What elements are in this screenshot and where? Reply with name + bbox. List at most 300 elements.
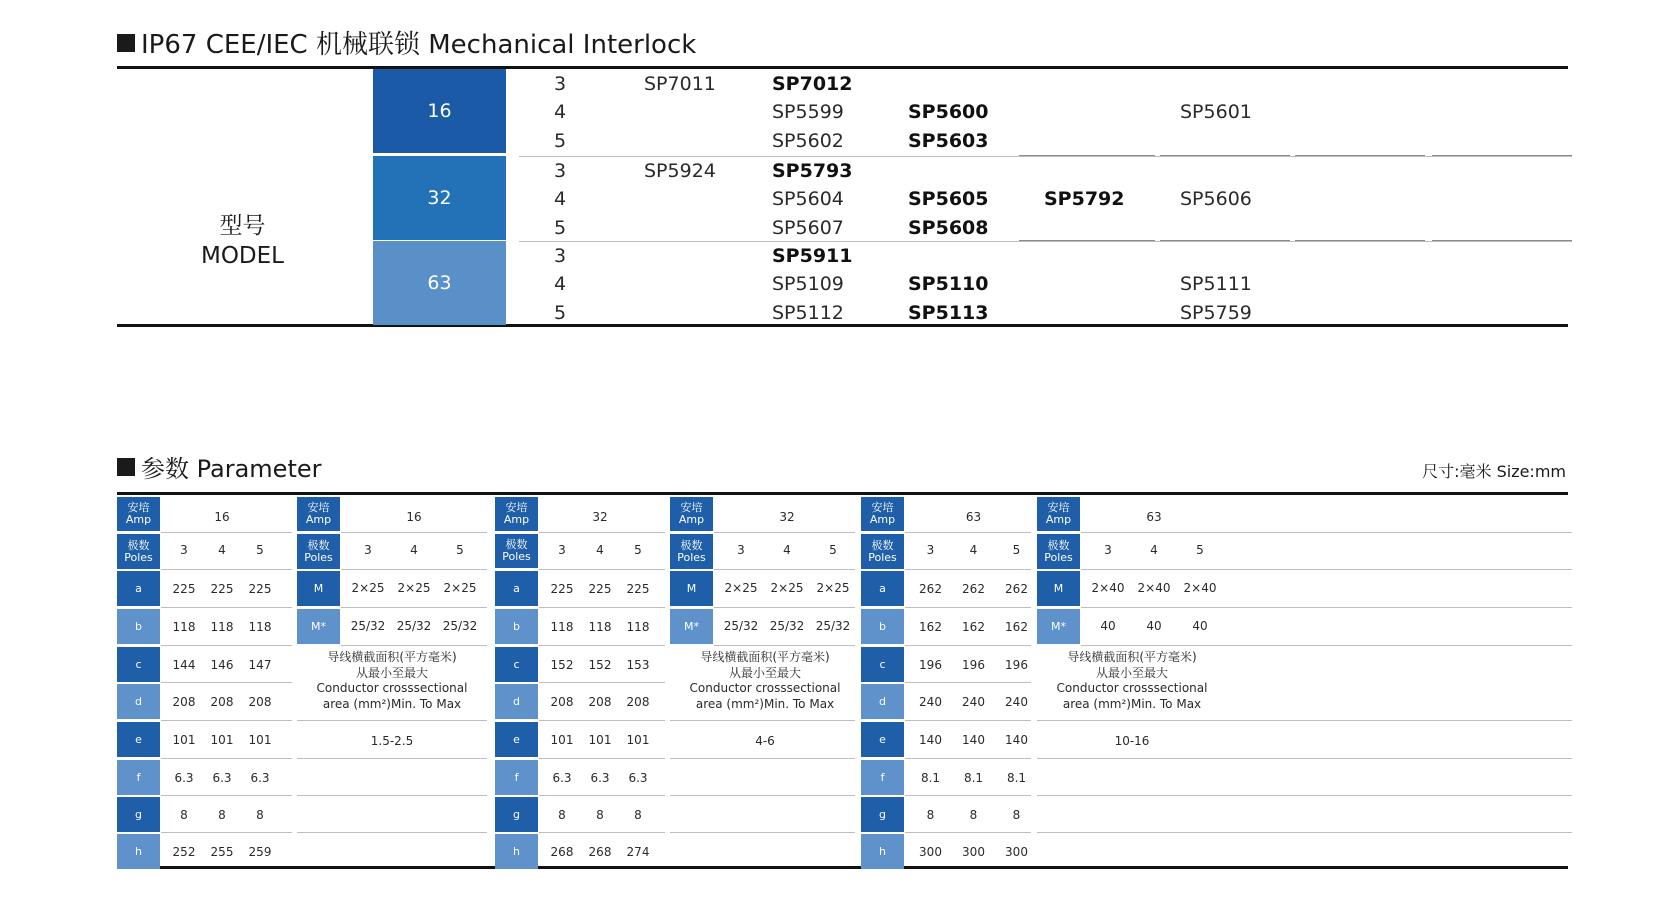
m-row-rule — [1037, 832, 1081, 833]
m-row-rule — [1081, 532, 1572, 533]
m-row-rule — [297, 720, 341, 721]
m-row-rule — [1081, 758, 1572, 759]
model-code: SP5111 — [1180, 273, 1252, 296]
dim-row-rule — [161, 532, 292, 533]
dim-value: 101 — [248, 733, 272, 747]
model-label-cn: 型号 — [219, 213, 266, 239]
cross-section-range: 1.5-2.5 — [370, 734, 414, 748]
label-cn: 极数 — [127, 538, 150, 552]
dim-value: 208 — [626, 695, 650, 709]
mechanical-top-rule — [117, 66, 1568, 69]
dim-value: 208 — [550, 695, 574, 709]
dim-value: 196 — [962, 658, 985, 672]
m-row-rule — [714, 569, 855, 570]
m-value: 2×25 — [770, 581, 804, 595]
label-en: Poles — [1044, 550, 1073, 564]
m-poles-value: 4 — [410, 543, 418, 557]
mstar-value: 25/32 — [442, 619, 478, 633]
model-code: SP5109 — [772, 273, 844, 296]
m-amp-header-cell — [297, 497, 340, 531]
dim-value: 225 — [172, 582, 196, 596]
dim-value: 8 — [256, 808, 264, 822]
dim-value: 196 — [1005, 658, 1028, 672]
dim-row-rule — [539, 682, 665, 683]
m-label-cell: M — [1037, 571, 1080, 606]
dim-row-rule — [905, 720, 1031, 721]
dim-label-h: h — [861, 834, 904, 869]
m-row-rule — [670, 795, 714, 796]
m-poles-value: 5 — [456, 543, 464, 557]
column-rule — [1432, 240, 1572, 241]
dim-value: 118 — [588, 620, 612, 634]
label-en: Amp — [1045, 513, 1072, 526]
m-poles-value: 3 — [1104, 543, 1112, 557]
dim-value: 118 — [248, 620, 272, 634]
m-value: 2×25 — [816, 581, 850, 595]
poles-value: 4 — [218, 543, 226, 557]
amp-cell-32: 32 — [373, 156, 506, 240]
dim-value: 162 — [962, 620, 985, 634]
amp-cell-63: 63 — [373, 241, 506, 325]
poles-value: 4 — [554, 188, 567, 211]
mechanical-title-text: IP67 CEE/IEC 机械联锁 Mechanical Interlock — [141, 30, 697, 60]
dim-row-rule — [161, 758, 292, 759]
dim-value: 8 — [969, 808, 978, 822]
poles-value: 4 — [596, 543, 604, 557]
cross-section-range: 10-16 — [1114, 734, 1150, 748]
m-amp-value: 32 — [779, 510, 795, 524]
m-row-rule — [341, 607, 487, 608]
dim-value: 6.3 — [212, 771, 232, 785]
dim-value: 6.3 — [590, 771, 610, 785]
poles-header-cell — [861, 534, 904, 569]
model-label — [175, 211, 310, 271]
dim-value: 240 — [919, 695, 942, 709]
dim-label-e: e — [117, 722, 160, 757]
note-line: 从最小至最大 — [728, 665, 801, 680]
label-en: Poles — [502, 550, 531, 563]
dim-label-f: f — [495, 760, 538, 795]
label-en: Amp — [305, 513, 332, 526]
label-cn: 安培 — [505, 501, 528, 514]
dim-row-rule — [539, 645, 665, 646]
m-row-rule — [341, 645, 487, 646]
m-row-rule — [670, 832, 714, 833]
m-poles-value: 5 — [829, 543, 837, 557]
dim-value: 140 — [919, 733, 942, 747]
dim-value: 240 — [1005, 695, 1028, 709]
model-code: SP5110 — [908, 273, 989, 296]
m-poles-value: 4 — [1150, 543, 1158, 557]
m-row-rule — [714, 795, 855, 796]
dim-value: 225 — [248, 582, 272, 596]
model-code: SP5601 — [1180, 101, 1252, 124]
parameter-top-rule — [117, 492, 1568, 495]
poles-value: 5 — [256, 543, 264, 557]
note-line: Conductor crosssectional — [316, 681, 468, 695]
m-row-rule — [1081, 832, 1572, 833]
m-row-rule — [670, 720, 714, 721]
amp-header-cell — [861, 497, 904, 531]
note-line: area (mm²)Min. To Max — [322, 696, 462, 711]
model-code: SP5602 — [772, 129, 844, 152]
m-row-rule — [1081, 795, 1572, 796]
dim-row-rule — [161, 607, 292, 608]
poles-value: 3 — [554, 73, 567, 95]
dim-value: 268 — [550, 845, 574, 859]
m-row-rule — [297, 832, 341, 833]
column-rule — [1295, 240, 1425, 241]
m-poles-header-cell — [1037, 534, 1080, 569]
dim-row-rule — [905, 758, 1031, 759]
conductor-note — [297, 650, 487, 712]
dim-value: 144 — [172, 658, 196, 672]
parameter-bottom-rule — [117, 866, 1568, 869]
dim-row-rule — [539, 758, 665, 759]
m-value: 2×40 — [1091, 581, 1125, 595]
label-en: Amp — [678, 513, 705, 526]
dim-row-rule — [905, 569, 1031, 570]
label-en: Poles — [677, 550, 706, 564]
mstar-value: 40 — [1146, 619, 1162, 633]
mechanical-bottom-rule — [117, 324, 1568, 327]
model-code: SP5924 — [644, 160, 716, 182]
m-row-rule — [714, 532, 855, 533]
dim-label-c: c — [117, 647, 160, 682]
m-poles-value: 3 — [364, 543, 372, 557]
model-code: SP5608 — [908, 216, 989, 239]
m-row-rule — [1037, 795, 1081, 796]
m-row-rule — [714, 645, 855, 646]
conductor-note — [670, 650, 860, 712]
dim-value: 225 — [210, 582, 234, 596]
dim-label-d: d — [495, 684, 538, 719]
m-poles-value: 4 — [783, 543, 791, 557]
dim-label-d: d — [117, 684, 160, 719]
m-amp-header-cell — [1037, 497, 1080, 531]
label-cn: 安培 — [1047, 501, 1070, 514]
dim-value: 252 — [172, 845, 196, 859]
m-poles-header-cell — [297, 534, 340, 569]
m-row-rule — [1081, 720, 1572, 721]
dim-label-f: f — [861, 760, 904, 795]
dim-value: 8 — [180, 808, 188, 822]
dim-value: 6.3 — [628, 771, 648, 785]
square-bullet-icon — [117, 458, 135, 476]
label-cn: 安培 — [307, 501, 330, 514]
dim-value: 101 — [626, 733, 650, 747]
dim-value: 300 — [1005, 845, 1028, 859]
dim-row-rule — [539, 795, 665, 796]
m-row-rule — [341, 532, 487, 533]
m-value: 2×25 — [397, 581, 431, 595]
m-row-rule — [297, 795, 341, 796]
model-code: SP5759 — [1180, 301, 1252, 324]
note-line: 导线横截面积(平方毫米) — [700, 650, 830, 664]
poles-value: 5 — [1012, 543, 1021, 557]
mstar-value: 25/32 — [723, 619, 759, 633]
poles-value: 3 — [926, 543, 935, 557]
dim-value: 152 — [588, 658, 612, 672]
label-cn: 极数 — [1047, 538, 1070, 552]
parameter-title-text: 参数 Parameter — [141, 455, 322, 483]
dim-value: 8 — [926, 808, 935, 822]
dim-value: 101 — [588, 733, 612, 747]
dim-label-a: a — [861, 571, 904, 606]
m-row-rule — [714, 758, 855, 759]
mstar-label-cell: M* — [1037, 609, 1080, 644]
m-label-cell: M — [297, 571, 340, 606]
amp-value: 16 — [214, 510, 230, 524]
poles-value: 5 — [554, 301, 567, 324]
poles-value: 3 — [180, 543, 188, 557]
note-line: 从最小至最大 — [1095, 665, 1168, 680]
dim-value: 208 — [588, 695, 612, 709]
m-row-rule — [341, 795, 487, 796]
model-code: SP5605 — [908, 188, 989, 211]
group-separator — [519, 241, 1572, 242]
label-cn: 极数 — [505, 538, 528, 551]
dim-value: 6.3 — [552, 771, 572, 785]
m-poles-value: 5 — [1196, 543, 1204, 557]
dim-row-rule — [161, 645, 292, 646]
mstar-label-cell: M* — [670, 609, 713, 644]
dim-value: 146 — [210, 658, 234, 672]
dim-value: 6.3 — [250, 771, 270, 785]
poles-value: 5 — [554, 129, 567, 152]
model-code: SP5112 — [772, 301, 844, 324]
dim-label-h: h — [495, 834, 538, 869]
dim-value: 274 — [626, 845, 650, 859]
column-rule — [1019, 155, 1155, 156]
dim-value: 152 — [550, 658, 574, 672]
dim-value: 225 — [588, 582, 612, 596]
dim-value: 118 — [626, 620, 650, 634]
mstar-value: 25/32 — [769, 619, 805, 633]
model-code: SP5792 — [1044, 188, 1125, 211]
label-cn: 安培 — [680, 501, 703, 514]
model-label-en: MODEL — [200, 243, 284, 269]
dim-value: 208 — [210, 695, 234, 709]
m-row-rule — [670, 758, 714, 759]
dim-value: 8 — [558, 808, 566, 822]
amp-value: 63 — [965, 510, 982, 524]
mstar-value: 25/32 — [815, 619, 851, 633]
m-row-rule — [714, 832, 855, 833]
dim-row-rule — [539, 720, 665, 721]
dim-value: 8 — [1012, 808, 1021, 822]
mstar-value: 25/32 — [396, 619, 432, 633]
dim-value: 8 — [596, 808, 604, 822]
label-cn: 极数 — [871, 538, 894, 552]
poles-header-cell — [117, 534, 160, 569]
note-line: 导线横截面积(平方毫米) — [327, 650, 457, 664]
dim-label-b: b — [861, 609, 904, 644]
poles-value: 5 — [634, 543, 642, 557]
dim-label-g: g — [117, 797, 160, 832]
dim-value: 140 — [1005, 733, 1028, 747]
dim-value: 262 — [1005, 582, 1028, 596]
dim-value: 162 — [919, 620, 942, 634]
dim-value: 101 — [172, 733, 196, 747]
dim-label-h: h — [117, 834, 160, 869]
m-row-rule — [1037, 720, 1081, 721]
conductor-note — [1037, 650, 1227, 712]
dim-row-rule — [161, 720, 292, 721]
size-unit-note: 尺寸:毫米 Size:mm — [1422, 462, 1566, 481]
dim-row-rule — [905, 795, 1031, 796]
note-line: area (mm²)Min. To Max — [695, 696, 835, 711]
square-bullet-icon — [117, 34, 135, 52]
note-line: Conductor crosssectional — [1056, 681, 1208, 695]
dim-row-rule — [905, 532, 1031, 533]
dim-label-b: b — [117, 609, 160, 644]
dim-value: 140 — [962, 733, 985, 747]
m-row-rule — [1037, 758, 1081, 759]
m-poles-header-cell — [670, 534, 713, 569]
dim-value: 162 — [1005, 620, 1028, 634]
dim-value: 118 — [172, 620, 196, 634]
dim-row-rule — [905, 682, 1031, 683]
m-row-rule — [1081, 569, 1572, 570]
label-en: Amp — [869, 513, 896, 526]
dim-value: 262 — [919, 582, 942, 596]
dim-value: 300 — [962, 845, 985, 859]
m-amp-value: 63 — [1146, 510, 1162, 524]
poles-value: 5 — [554, 216, 567, 239]
model-code: SP5911 — [772, 245, 853, 267]
dim-label-c: c — [495, 647, 538, 682]
dim-row-rule — [161, 569, 292, 570]
dim-row-rule — [539, 607, 665, 608]
model-code: SP5793 — [772, 160, 853, 182]
mstar-value: 40 — [1192, 619, 1208, 633]
dim-value: 259 — [248, 845, 272, 859]
dim-value: 6.3 — [174, 771, 194, 785]
poles-value: 4 — [554, 273, 567, 296]
dim-row-rule — [905, 832, 1031, 833]
cross-section-range: 4-6 — [755, 734, 775, 748]
dim-label-g: g — [495, 797, 538, 832]
poles-header-cell — [495, 534, 538, 568]
m-value: 2×25 — [443, 581, 477, 595]
amp-header-cell — [495, 497, 538, 531]
dim-value: 208 — [172, 695, 196, 709]
m-row-rule — [714, 607, 855, 608]
dim-value: 262 — [962, 582, 985, 596]
m-label-cell: M — [670, 571, 713, 606]
m-row-rule — [1081, 645, 1572, 646]
mstar-value: 40 — [1100, 619, 1116, 633]
model-code: SP7012 — [772, 73, 853, 95]
mstar-label-cell: M* — [297, 609, 340, 644]
dim-label-b: b — [495, 609, 538, 644]
m-row-rule — [341, 758, 487, 759]
label-en: Amp — [503, 513, 530, 526]
dim-value: 101 — [210, 733, 234, 747]
amp-header-cell — [117, 497, 160, 531]
dim-value: 240 — [962, 695, 985, 709]
dim-value: 8.1 — [920, 771, 941, 785]
m-row-rule — [1081, 607, 1572, 608]
dim-label-f: f — [117, 760, 160, 795]
note-line: 导线横截面积(平方毫米) — [1067, 650, 1197, 664]
column-rule — [1160, 240, 1290, 241]
dim-value: 118 — [210, 620, 234, 634]
parameter-section-title — [117, 449, 322, 484]
model-code: SP5606 — [1180, 188, 1252, 211]
dim-value: 225 — [550, 582, 574, 596]
dim-row-rule — [539, 569, 665, 570]
dim-row-rule — [539, 832, 665, 833]
mechanical-section-title — [117, 24, 696, 61]
dim-row-rule — [539, 532, 665, 533]
m-value: 2×25 — [351, 581, 385, 595]
model-code: SP5599 — [772, 101, 844, 124]
mstar-value: 25/32 — [350, 619, 386, 633]
poles-value: 3 — [554, 245, 567, 267]
note-line: area (mm²)Min. To Max — [1062, 696, 1202, 711]
m-row-rule — [341, 569, 487, 570]
dim-value: 153 — [626, 658, 650, 672]
dim-value: 101 — [550, 733, 574, 747]
dim-value: 147 — [248, 658, 272, 672]
note-line: Conductor crosssectional — [689, 681, 841, 695]
poles-value: 4 — [969, 543, 978, 557]
group-separator — [519, 156, 1572, 157]
dim-label-e: e — [495, 722, 538, 757]
dim-label-e: e — [861, 722, 904, 757]
label-en: Amp — [125, 513, 152, 526]
column-rule — [1432, 155, 1572, 156]
m-row-rule — [341, 720, 487, 721]
dim-label-g: g — [861, 797, 904, 832]
column-rule — [1019, 240, 1155, 241]
dim-value: 8 — [634, 808, 642, 822]
model-code: SP5603 — [908, 129, 989, 152]
column-rule — [1160, 155, 1290, 156]
dim-label-d: d — [861, 684, 904, 719]
amp-cell-16: 16 — [373, 69, 506, 153]
dim-label-a: a — [495, 571, 538, 606]
label-cn: 极数 — [307, 538, 330, 552]
label-en: Poles — [868, 550, 897, 564]
label-cn: 安培 — [871, 501, 894, 514]
m-amp-value: 16 — [406, 510, 422, 524]
m-value: 2×40 — [1183, 581, 1217, 595]
dim-row-rule — [905, 607, 1031, 608]
label-en: Poles — [304, 550, 333, 564]
m-row-rule — [297, 758, 341, 759]
poles-value: 3 — [554, 160, 567, 182]
dim-label-c: c — [861, 647, 904, 682]
m-value: 2×40 — [1137, 581, 1171, 595]
dim-value: 196 — [919, 658, 942, 672]
dim-value: 300 — [919, 845, 942, 859]
model-code: SP5607 — [772, 216, 844, 239]
dim-value: 8.1 — [963, 771, 984, 785]
model-code: SP7011 — [644, 73, 716, 95]
label-cn: 极数 — [680, 538, 703, 552]
dim-row-rule — [905, 645, 1031, 646]
model-code: SP5113 — [908, 301, 989, 324]
dim-row-rule — [161, 795, 292, 796]
m-row-rule — [341, 832, 487, 833]
dim-value: 8 — [218, 808, 226, 822]
model-code: SP5604 — [772, 188, 844, 211]
dim-value: 268 — [588, 845, 612, 859]
dim-label-a: a — [117, 571, 160, 606]
